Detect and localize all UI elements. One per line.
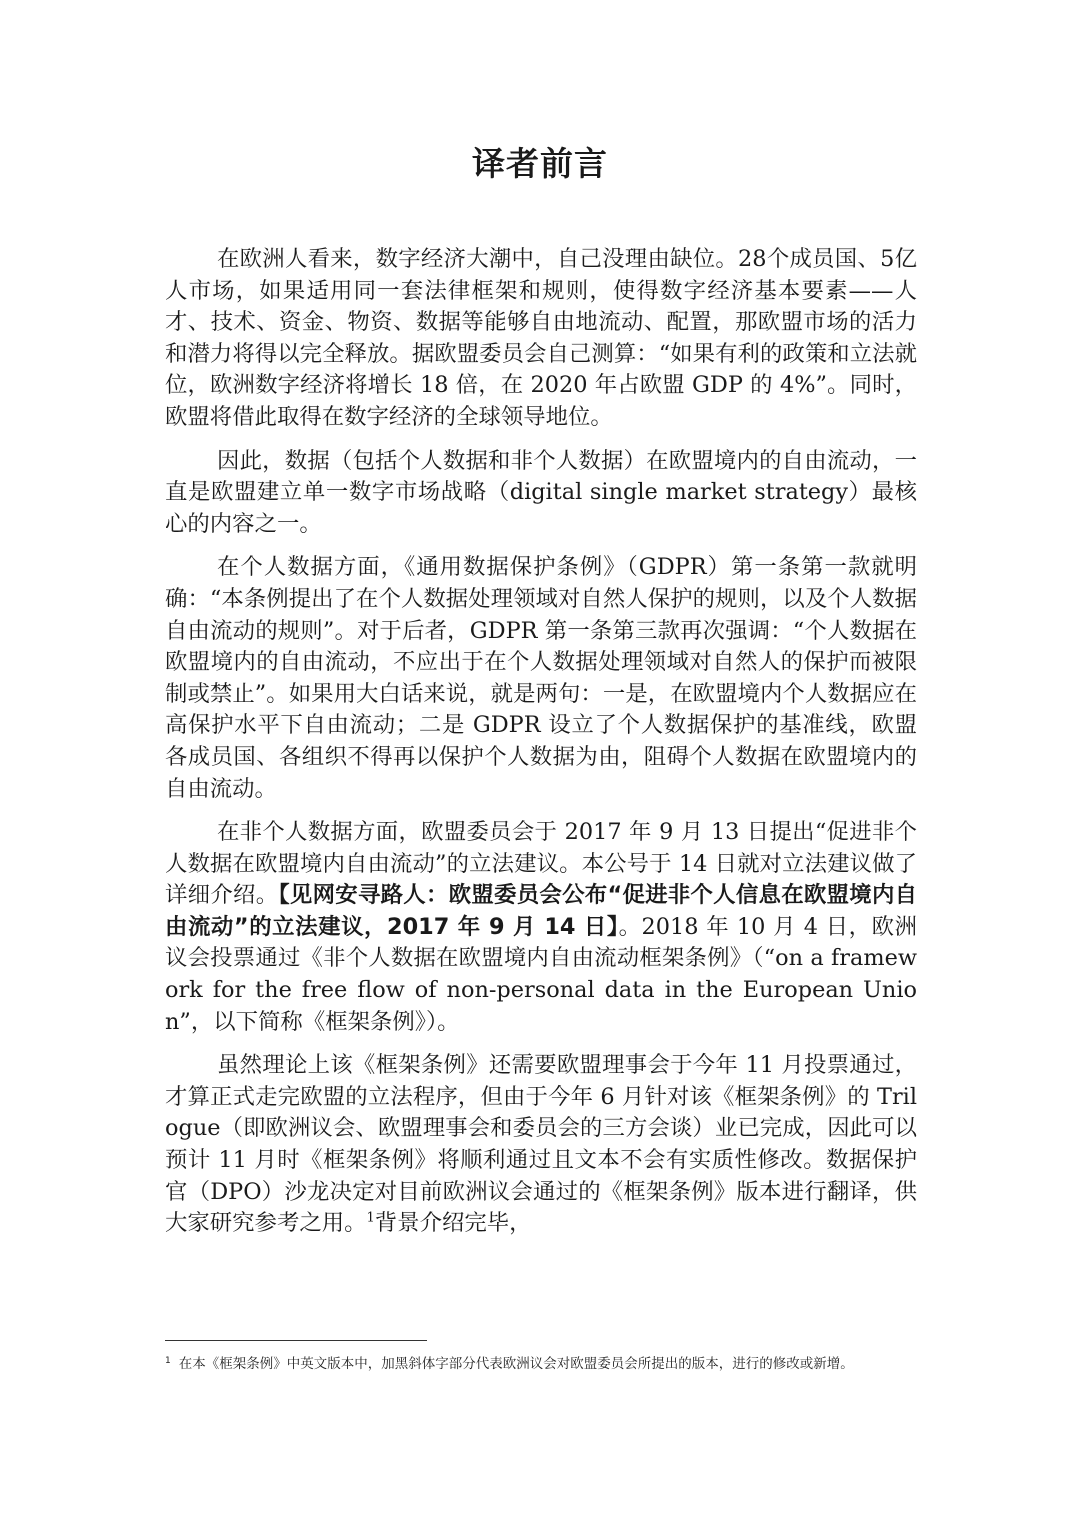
- paragraph-text: 虽然理论上该《框架条例》还需要欧盟理事会于今年 11 月投票通过，才算正式走完欧盟的立法程序，但由于今年 6 月针对该《框架条例》的 Trilogue（即欧洲议会、欧盟理事会和委员会的三方会谈）业已完成，因此可以预计 11 月时《框架条例》将顺利通过且文本不会有实质性修改。数据保护官（DPO）沙龙决定对目前欧洲议会通过的《框架条例》版本进行翻译，供大家研究参考之用。: [165, 1052, 917, 1237]
- paragraph-text: 在欧洲人看来，数字经济大潮中，自己没理由缺位。28个成员国、5亿人市场，如果适用同一套法律框架和规则，使得数字经济基本要素——人才、技术、资金、物资、数据等能够自由地流动、配置，那欧盟市场的活力和潜力将得以完全释放。据欧盟委员会自己测算：“如果有利的政策和立法就位，欧洲数字经济将增长 18 倍，在 2020 年占欧盟 GDP 的 4%”。同时，欧盟将借此取得在数字经济的全球领导地位。: [165, 246, 917, 430]
- body-text: [165, 244, 917, 1252]
- footnote-divider: [165, 1340, 427, 1341]
- paragraph: [165, 1050, 917, 1240]
- paragraph-text: 。2018 年 10 月 4 日，欧洲议会投票通过《非个人数据在欧盟境内自由流动框架条例》（“on a framework for the free flow of non-personal data in the European Union”，以下简称《框架条例》）。: [165, 913, 917, 1035]
- paragraph-text: 在非个人数据方面，欧盟委员会于 2017 年 9 月 13 日提出“促进非个人数据在欧盟境内自由流动”的立法建议。本公号于 14 日就对立法建议做了详细介绍。: [165, 819, 917, 909]
- footnote-mark: 1: [165, 1355, 171, 1366]
- paragraph: [165, 552, 917, 805]
- footnote-reference: 1: [366, 1210, 375, 1226]
- paragraph-text: 在个人数据方面，《通用数据保护条例》（GDPR）第一条第一款就明确：“本条例提出了在个人数据处理领域对自然人保护的规则，以及个人数据自由流动的规则”。对于后者，GDPR 第一条第三款再次强调：“个人数据在欧盟境内的自由流动，不应出于在个人数据处理领域对自然人的保护而被限制或禁止”。如果用大白话来说，就是两句：一是，在欧盟境内个人数据应在高保护水平下自由流动；二是 GDPR 设立了个人数据保护的基准线，欧盟各成员国、各组织不得再以保护个人数据为由，阻碍个人数据在欧盟境内的自由流动。: [165, 554, 917, 802]
- highlighted-reference: 【见网安寻路人：欧盟委员会公布“促进非个人信息在欧盟境内自由流动”的立法建议，2017 年 9 月 14 日】: [165, 882, 918, 940]
- footnote-text: 在本《框架条例》中英文版本中，加黑斜体字部分代表欧洲议会对欧盟委员会所提出的版本，进行的修改或新增。: [178, 1356, 854, 1372]
- paragraph-text: 背景介绍完毕，: [374, 1210, 532, 1237]
- paragraph: [165, 244, 917, 434]
- footnote: [165, 1352, 917, 1377]
- paragraph: [165, 817, 917, 1038]
- paragraph: [165, 446, 917, 541]
- paragraph-text: 因此，数据（包括个人数据和非个人数据）在欧盟境内的自由流动，一直是欧盟建立单一数字市场战略（digital single market strategy）最核心的内容之一。: [165, 447, 917, 537]
- page-title: 译者前言: [472, 144, 608, 183]
